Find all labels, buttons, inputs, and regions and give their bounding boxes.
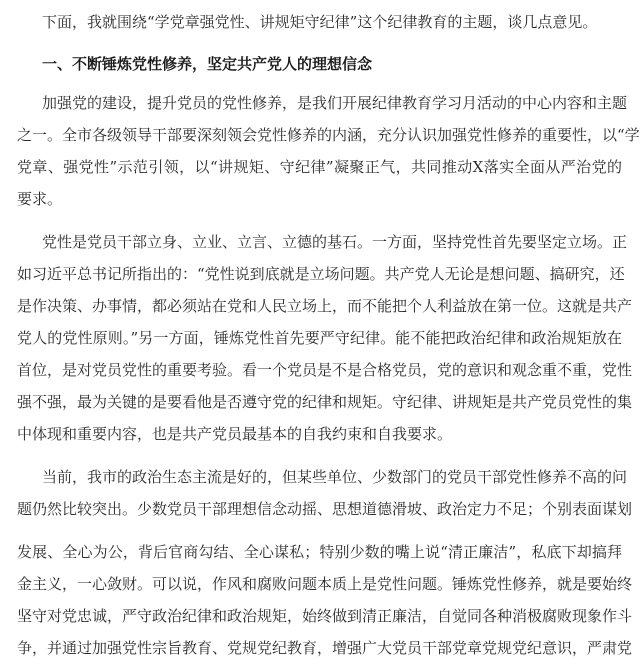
paragraph-line: 党人的党性原则。”另一方面，锤炼党性首先要严守纪律。能不能把政治纪律和政治规矩放在 [17, 329, 622, 347]
section-heading: 一、不断锤炼党性修养，坚定共产党人的理想信念 [42, 55, 373, 73]
paragraph-line: 当前，我市的政治生态主流是好的，但某些单位、少数部门的党员干部党性修养不高的问 [42, 468, 628, 486]
paragraph-line: 中体现和重要内容，也是共产党员最基本的自我约束和自我要求。 [17, 425, 453, 443]
paragraph-line: 如习近平总书记所指出的：“党性说到底就是立场问题。共产党人无论是想问题、搞研究，还 [17, 265, 625, 283]
paragraph-line: 发展、全心为公，背后官商勾结、全心谋私；特别少数的嘴上说“清正廉洁”，私底下却搞拜 [17, 543, 622, 561]
paragraph-line: 要求。 [17, 190, 63, 208]
paragraph-line: 强不强，最为关键的是要看他是否遵守党的纪律和规矩。守纪律、讲规矩是共产党员党性的集 [17, 393, 633, 411]
paragraph-line: 金主义，一心敛财。可以说，作风和腐败问题本质上是党性问题。锤炼党性修养，就是要始终 [17, 575, 633, 593]
paragraph-line: 首位，是对党员党性的重要考验。看一个党员是不是合格党员，党的意识和观念重不重，党性 [17, 361, 633, 379]
paragraph-line: 党性是党员干部立身、立业、立言、立德的基石。一方面，坚持党性首先要坚定立场。正 [42, 233, 628, 251]
intro-text: 下面，我就围绕“学党章强党性、讲规矩守纪律”这个纪律教育的主题，谈几点意见。 [42, 13, 598, 31]
paragraph-line: 之一。全市各级领导干部要深刻领会党性修养的内涵，充分认识加强党性修养的重要性，以“学 [17, 126, 640, 144]
paragraph-line: 争，并通过加强党性宗旨教育、党规党纪教育，增强广大党员干部党章党规党纪意识，严肃党 [17, 639, 633, 657]
paragraph-line: 加强党的建设，提升党员的党性修养，是我们开展纪律教育学习月活动的中心内容和主题 [42, 94, 628, 112]
paragraph-line: 党章、强党性”示范引领，以“讲规矩、守纪律”凝聚正气，共同推动X落实全面从严治党的 [17, 158, 622, 176]
paragraph-line: 是作决策、办事情，都必须站在党和人民立场上，而不能把个人利益放在第一位。这就是共产 [17, 297, 633, 315]
paragraph-line: 坚守对党忠诚，严守政治纪律和政治规矩，始终做到清正廉洁，自觉同各种消极腐败现象作斗 [17, 607, 633, 625]
paragraph-line: 题仍然比较突出。少数党员干部理想信念动摇、思想道德滑坡、政治定力不足；个别表面谋划 [17, 500, 633, 518]
